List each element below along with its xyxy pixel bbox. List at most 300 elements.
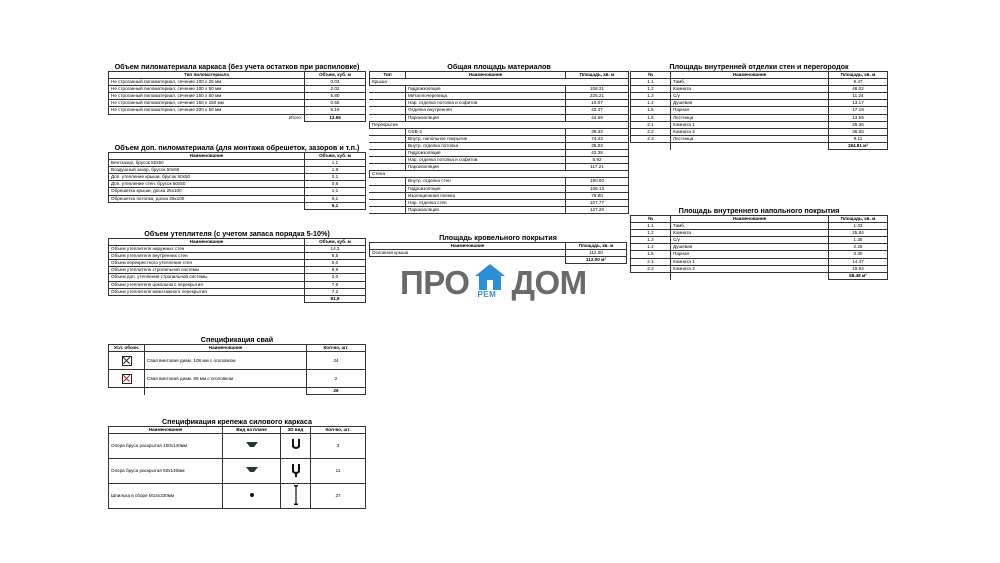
table-row [631,251,888,258]
cell: 5.80 [305,93,366,100]
col-header: Площадь, кв. м [566,72,629,79]
col-header: № [631,72,671,79]
table-row [109,246,366,253]
cell: 112.00 [566,250,627,257]
cell: 117.21 [566,164,629,171]
cell [109,202,305,209]
floor-finish-block [630,206,888,280]
cell: Душевая [671,100,829,107]
total-value: 184.81 м² [829,142,888,149]
table-row [109,100,366,107]
bracket-3d-icon [290,463,302,477]
cell: Основная крыша [370,250,566,257]
cell [281,434,311,459]
cell: 1.1 [631,79,671,86]
table-row [109,352,366,370]
cell: Не строганный пиломатериал, сечение 100 x 25 мм [109,79,305,86]
cell: 5.16 [305,107,366,114]
cell [370,157,406,164]
table-row [631,230,888,237]
table-row [109,93,366,100]
table-row [631,114,888,121]
house-logo-icon [471,262,509,302]
cell [370,150,406,157]
logo-text-left: ПРО [400,263,470,301]
table-row [370,250,627,257]
roof-area-title: Площадь кровельного покрытия [439,233,557,242]
col-header: Наименование [109,427,223,434]
cell [281,484,311,509]
floor-finish-title: Площадь внутреннего напольного покрытия [678,206,840,215]
cell: 13.17 [829,100,888,107]
cell: Комната 2 [671,128,829,135]
cell: Тамб. [671,223,829,230]
cell: 225.21 [566,93,629,100]
cell [370,135,406,142]
total-row [631,142,888,149]
cell: 2.1 [631,121,671,128]
col-header: Наименование [406,72,566,79]
cell [370,164,406,171]
col-header: Кол-во, шт. [307,345,366,352]
cell: 108.31 [566,86,629,93]
bracket-plan-icon [245,466,259,474]
cell: 0,1 [305,195,366,202]
table-row [109,288,366,295]
fasteners-table [108,426,366,509]
cell [370,86,406,93]
cell: Не строганный пиломатериал, сечение 150 x 50 мм [109,93,305,100]
cell [370,178,406,185]
cell: Пароизоляция [406,114,566,121]
table-row [109,281,366,288]
group-row [370,121,629,128]
cell: 9.47 [829,79,888,86]
col-header: Наименование [109,239,305,246]
cell [223,434,281,459]
col-header: Вид на плане [223,427,281,434]
cell: 0.55 [305,100,366,107]
cell [109,370,145,388]
cell: Опора бруса раскрытая 100x140мм [109,434,223,459]
col-header: Площадь, кв. м [829,216,888,223]
cell: Объем утеплителя наружных стен [109,246,305,253]
cell: 1.2 [631,230,671,237]
pro-dom-logo [400,262,587,302]
table-row [631,223,888,230]
cell: 9.11 [829,135,888,142]
cell: Доп. утепление стен, брусок 50x50 [109,181,305,188]
cell: Комната 2 [671,265,829,272]
total-row [109,295,366,302]
table-row [109,484,366,509]
stud-3d-icon [293,484,299,506]
cell: Изоляционная пленка [406,192,566,199]
fasteners-block [108,417,366,509]
cell [109,295,305,302]
col-header: Наименование [370,243,566,250]
insulation-title: Объем утеплителя (с учетом запаса порядка 5-10%) [144,229,330,238]
materials-block [369,62,629,214]
col-header: Наименование [671,72,829,79]
fasteners-title: Спецификация крепежа силового каркаса [161,417,313,426]
cell [281,459,311,484]
cell: 2,0 [305,274,366,281]
total-value: 81,9 [305,295,366,302]
piles-title: Спецификация свай [200,335,274,344]
extra-lumber-block [108,143,366,210]
cell: Не строганный пиломатериал, сечение 100 x 50 мм [109,86,305,93]
table-row [370,135,629,142]
cell [109,352,145,370]
cell: 107.77 [566,199,629,206]
table-row [370,192,629,199]
table-row [370,128,629,135]
total-value: 26 [307,388,366,395]
cell: 39.33 [566,128,629,135]
cell: Объем утеплителя внутренних стен [109,253,305,260]
table-row [370,206,629,213]
group-label: Стена [370,171,629,178]
table-row [109,181,366,188]
table-row [109,160,366,167]
cell: 190.60 [566,178,629,185]
table-row [370,185,629,192]
total-label: Итого: [109,114,305,121]
materials-table [369,71,629,214]
table-row [109,274,366,281]
cell [370,93,406,100]
cell: Комната 1 [671,258,829,265]
pile-108-symbol-icon [122,356,132,366]
cell: Парная [671,107,829,114]
roof-area-block [369,233,627,264]
insulation-block [108,229,366,303]
cell [223,459,281,484]
col-header: Площадь, кв. м [566,243,627,250]
frame-lumber-table [108,71,366,122]
total-value: 5,1 [305,202,366,209]
cell: 11 [311,459,366,484]
col-header: Объем, куб. м [305,239,366,246]
cell: Лестница [671,135,829,142]
cell: Парная [671,251,829,258]
cell: 2 [307,370,366,388]
col-header: Наименование [145,345,307,352]
cell: Не строганный пиломатериал, сечение 200 x 50 мм [109,107,305,114]
cell: 14,3 [305,246,366,253]
cell: Воздушный зазор, брусок 50x50 [109,167,305,174]
bracket-plan-icon [245,441,259,449]
cell: Внутр. отделка стен [406,178,566,185]
cell [631,142,671,149]
cell: Нар. отделка потолка и софитов [406,157,566,164]
table-row [370,178,629,185]
total-value: 68.48 м² [829,272,888,279]
wall-finish-table [630,71,888,150]
col-header: Площадь, кв. м [829,72,888,79]
cell: 8,5 [305,253,366,260]
table-row [109,174,366,181]
table-row [631,121,888,128]
table-row [631,135,888,142]
col-header: Объем, куб. м [305,72,366,79]
cell: Пароизоляция [406,206,566,213]
stud-plan-icon [249,492,255,498]
table-row [631,237,888,244]
cell [223,484,281,509]
col-header: № [631,216,671,223]
cell: С/у [671,237,829,244]
cell: 13.59 [829,114,888,121]
col-header: Объем, куб. м [305,153,366,160]
table-row [631,100,888,107]
cell: 79.80 [566,192,629,199]
frame-lumber-title: Объем пиломатериала каркаса (без учета остатков при распиловке) [114,62,360,71]
cell: 7,6 [305,281,366,288]
cell: 2.25 [829,244,888,251]
cell: 5.92 [566,157,629,164]
col-header: Тип [370,72,406,79]
cell: Гидроизоляция [406,86,566,93]
cell: Внутр. отделка потолка [406,142,566,149]
table-row [631,107,888,114]
group-row [370,79,629,86]
cell: Объем утеплителя межэтажного перекрытия [109,288,305,295]
bracket-3d-icon [290,438,302,452]
cell: Внутр. напольное покрытие [406,135,566,142]
table-row [109,370,366,388]
cell: 35.83 [566,142,629,149]
insulation-table [108,238,366,303]
pile-89-symbol-icon [122,374,132,384]
cell: Обрешетка потолка, доска 25x100 [109,195,305,202]
cell: Комната [671,86,829,93]
cell: 1,1 [305,188,366,195]
piles-table [108,344,366,395]
table-row [109,188,366,195]
cell: Комната 1 [671,121,829,128]
cell: 44.69 [566,114,629,121]
total-row [631,272,888,279]
cell: Металлочерепица [406,93,566,100]
table-row [370,93,629,100]
wall-finish-title: Площадь внутренней отделки стен и перегородок [669,62,849,71]
table-row [370,164,629,171]
cell: 36.65 [829,128,888,135]
table-row [370,150,629,157]
col-header: Кол-во, шт. [311,427,366,434]
cell: 1.43 [829,223,888,230]
cell: С/у [671,93,829,100]
table-row [370,107,629,114]
cell: 27 [311,484,366,509]
cell: 2.2 [631,128,671,135]
cell: Лестница [671,114,829,121]
cell: Не строганный пиломатериал, сечение 150 x 150 мм [109,100,305,107]
cell: 2.1 [631,258,671,265]
cell: 14.47 [829,258,888,265]
total-row [109,388,366,395]
cell: Нар. отделка потолка и софитов [406,100,566,107]
cell: Объем доп. утепления стропильной системы [109,274,305,281]
cell [631,272,671,279]
cell: 1.5 [631,251,671,258]
table-row [370,100,629,107]
cell: 1.3 [631,237,671,244]
table-row [109,86,366,93]
cell: Объем утеплителя стропильной системы [109,267,305,274]
table-row [109,195,366,202]
table-row [109,107,366,114]
total-row [109,202,366,209]
cell: Тамб. [671,79,829,86]
table-row [370,157,629,164]
col-header: Наименование [671,216,829,223]
materials-title: Общая площадь материалов [447,62,551,71]
cell: Пароизоляция [406,164,566,171]
table-row [370,199,629,206]
cell: 1.35 [829,237,888,244]
cell: 1.6 [631,114,671,121]
cell: 5,0 [305,260,366,267]
extra-lumber-title: Объем доп. пиломатериала (для монтажа обрешеток, зазоров и т.п.) [114,143,360,152]
table-row [631,258,888,265]
floor-finish-table [630,215,888,280]
cell [370,192,406,199]
cell: 8,9 [305,267,366,274]
cell: Шпилька в сборе M14x330мм [109,484,223,509]
total-value: 13.56 [305,114,366,121]
cell: Свая винтовая диам. 89 мм с оголовком [145,370,307,388]
cell: 10.07 [566,100,629,107]
table-row [370,86,629,93]
cell [370,114,406,121]
total-row [109,114,366,121]
cell [370,199,406,206]
table-row [370,114,629,121]
cell: 1.5 [631,107,671,114]
cell: 48.02 [829,86,888,93]
cell: Свая винтовая диам. 108 мм с оголовком [145,352,307,370]
col-header: Тип пиломатериала [109,72,305,79]
cell: 26.36 [829,121,888,128]
group-label: Крыша [370,79,629,86]
total-value: 112.00 м² [566,257,627,264]
logo-text-right: ДОМ [511,263,587,301]
cell: 25.84 [829,230,888,237]
cell [370,142,406,149]
cell: 3 [311,434,366,459]
wall-finish-block [630,62,888,150]
table-row [109,79,366,86]
cell: 1,9 [305,167,366,174]
group-row [370,171,629,178]
cell: 127.20 [566,206,629,213]
col-header: Усл. обозн. [109,345,145,352]
cell [671,142,829,149]
cell: 42.38 [566,150,629,157]
table-row [109,434,366,459]
cell [370,185,406,192]
piles-block [108,335,366,395]
cell: Вентзазор, брусок 50x50 [109,160,305,167]
cell [370,206,406,213]
cell: 2.3 [631,135,671,142]
cell: 3.30 [829,251,888,258]
cell: 24 [307,352,366,370]
group-label: Перекрытие [370,121,629,128]
table-row [631,93,888,100]
cell: 1.1 [631,223,671,230]
extra-lumber-table [108,152,366,210]
table-row [109,167,366,174]
cell: 0,6 [305,181,366,188]
cell: Объем перекрестного утепления стен [109,260,305,267]
cell: Опора бруса раскрытая 50x140мм [109,459,223,484]
cell: 2.2 [631,265,671,272]
table-row [631,79,888,86]
cell: 1.4 [631,100,671,107]
cell: 2.02 [305,86,366,93]
cell: 1.4 [631,244,671,251]
frame-lumber-block [108,62,366,122]
cell: Доп. утепление крыши, брусок 50x50 [109,174,305,181]
table-row [631,86,888,93]
cell: OSB-3 [406,128,566,135]
table-row [109,267,366,274]
cell: 108.13 [566,185,629,192]
table-row [631,244,888,251]
roof-area-table [369,242,627,264]
cell: 0.03 [305,79,366,86]
cell: 17.19 [829,107,888,114]
table-row [631,128,888,135]
cell: 11.24 [829,93,888,100]
cell: Объем утеплителя цокольного перекрытия [109,281,305,288]
cell: 74.43 [566,135,629,142]
table-row [631,265,888,272]
cell [671,272,829,279]
cell: Нар. отделка стен [406,199,566,206]
table-row [109,260,366,267]
cell: 19.84 [829,265,888,272]
cell [145,388,307,395]
cell [370,107,406,114]
table-row [109,459,366,484]
cell: Гидроизоляция [406,150,566,157]
cell [370,100,406,107]
cell: 1,1 [305,160,366,167]
cell: 42.47 [566,107,629,114]
cell [370,128,406,135]
col-header: 3D вид [281,427,311,434]
cell: Обрешетка крыши, доска 25x100 [109,188,305,195]
cell: 1.3 [631,93,671,100]
col-header: Наименование [109,153,305,160]
logo-sub-text: РЕМ [477,290,497,299]
cell: 0,1 [305,174,366,181]
cell: Комната [671,230,829,237]
table-row [109,253,366,260]
cell: 1.2 [631,86,671,93]
cell: 7,2 [305,288,366,295]
cell: Гидроизоляция [406,185,566,192]
table-row [370,142,629,149]
cell: Отделка внутренняя [406,107,566,114]
cell [109,388,145,395]
cell: Душевая [671,244,829,251]
